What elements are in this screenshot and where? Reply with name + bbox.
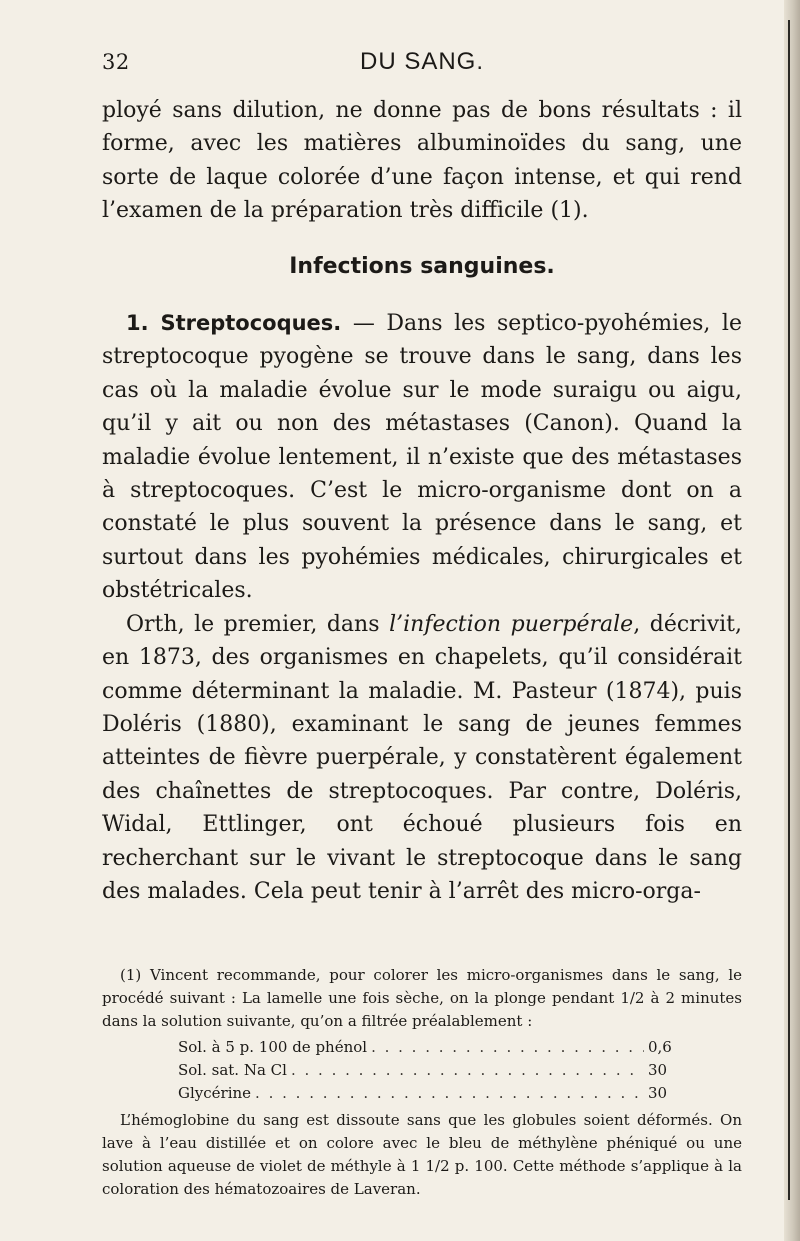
paragraph-text-after: , décrivit, en 1873, des organismes en chapelets, qu’il considérait comme déterminant la maladie. M. Pasteur (1874), puis Doléris (1880), examinant le sang de jeunes femmes atteintes de fièvre puerpérale, y constatèrent également des chaînettes de streptocoques. Par contre, Doléris, Widal, Ettlinger, ont échoué plusieurs fois en recherchant sur le vivant le streptocoque dans le sang des malades. Cela peut tenir à l’arrêt des micro-orga-	[102, 611, 743, 904]
leader-dots	[371, 1036, 644, 1059]
leader-dots	[291, 1059, 644, 1082]
recipe-quantity: 30	[648, 1061, 668, 1080]
paragraph-text: — Dans les septico-pyohémies, le streptocoque pyogène se trouve dans le sang, dans les cas où la maladie évolue sur le mode suraigu ou aigu, qu’il y ait ou non des métastases (Canon). Quand la maladie évolue lentement, il n’existe que des métastases à streptocoques. C’est le micro-organisme dont on a constaté le plus souvent la présence dans le sang, et surtout dans les pyohémies médicales, chirurgicales et obstétricales.	[102, 311, 742, 604]
recipe-row	[178, 1082, 678, 1105]
page-header	[102, 46, 744, 82]
recipe-row	[178, 1059, 678, 1082]
paragraph-text-before: Orth, le premier, dans	[126, 611, 390, 637]
paragraph-streptocoques	[102, 307, 742, 608]
page-edge-line	[788, 20, 790, 1200]
main-text	[102, 94, 742, 908]
recipe-row	[178, 1036, 678, 1059]
section-title: Infections sanguines.	[289, 253, 555, 279]
paragraph-lead: 1. Streptocoques.	[126, 311, 342, 336]
paragraph-orth	[102, 608, 742, 909]
footnote-intro: (1) Vincent recommande, pour colorer les micro-organismes dans le sang, le procédé suivant : La lamelle une fois sèche, on la plonge pendant 1/2 à 2 minutes dans la solution suivante, qu’on a filtrée préalablement :	[102, 966, 742, 1031]
recipe-ingredient: Sol. à 5 p. 100 de phénol	[178, 1038, 368, 1057]
italic-term: l’infection puerpérale	[389, 611, 634, 637]
opening-paragraph: ployé sans dilution, ne donne pas de bons résultats : il forme, avec les matières albuminoïdes du sang, une sorte de laque colorée d’une façon intense, et qui rend l’examen de la préparation très difficile (1).	[102, 98, 742, 224]
page-edge-shadow	[784, 0, 800, 1241]
leader-dots	[255, 1082, 644, 1105]
footnote	[102, 964, 742, 1201]
footnote-closing: L’hémoglobine du sang est dissoute sans que les globules soient déformés. On lave à l’eau distillée et on colore avec le bleu de méthylène phéniqué ou une solution aqueuse de violet de méthyle à 1 1/2 p. 100. Cette méthode s’applique à la coloration des hématozoaires de Laveran.	[102, 1110, 742, 1198]
running-head: DU SANG.	[360, 48, 485, 75]
recipe-ingredient: Sol. sat. Na Cl	[178, 1061, 287, 1080]
recipe-list	[178, 1036, 678, 1105]
recipe-ingredient: Glycérine	[178, 1084, 252, 1103]
page-number: 32	[102, 50, 130, 74]
recipe-quantity: 0,6	[648, 1038, 672, 1057]
recipe-quantity: 30	[648, 1084, 668, 1103]
